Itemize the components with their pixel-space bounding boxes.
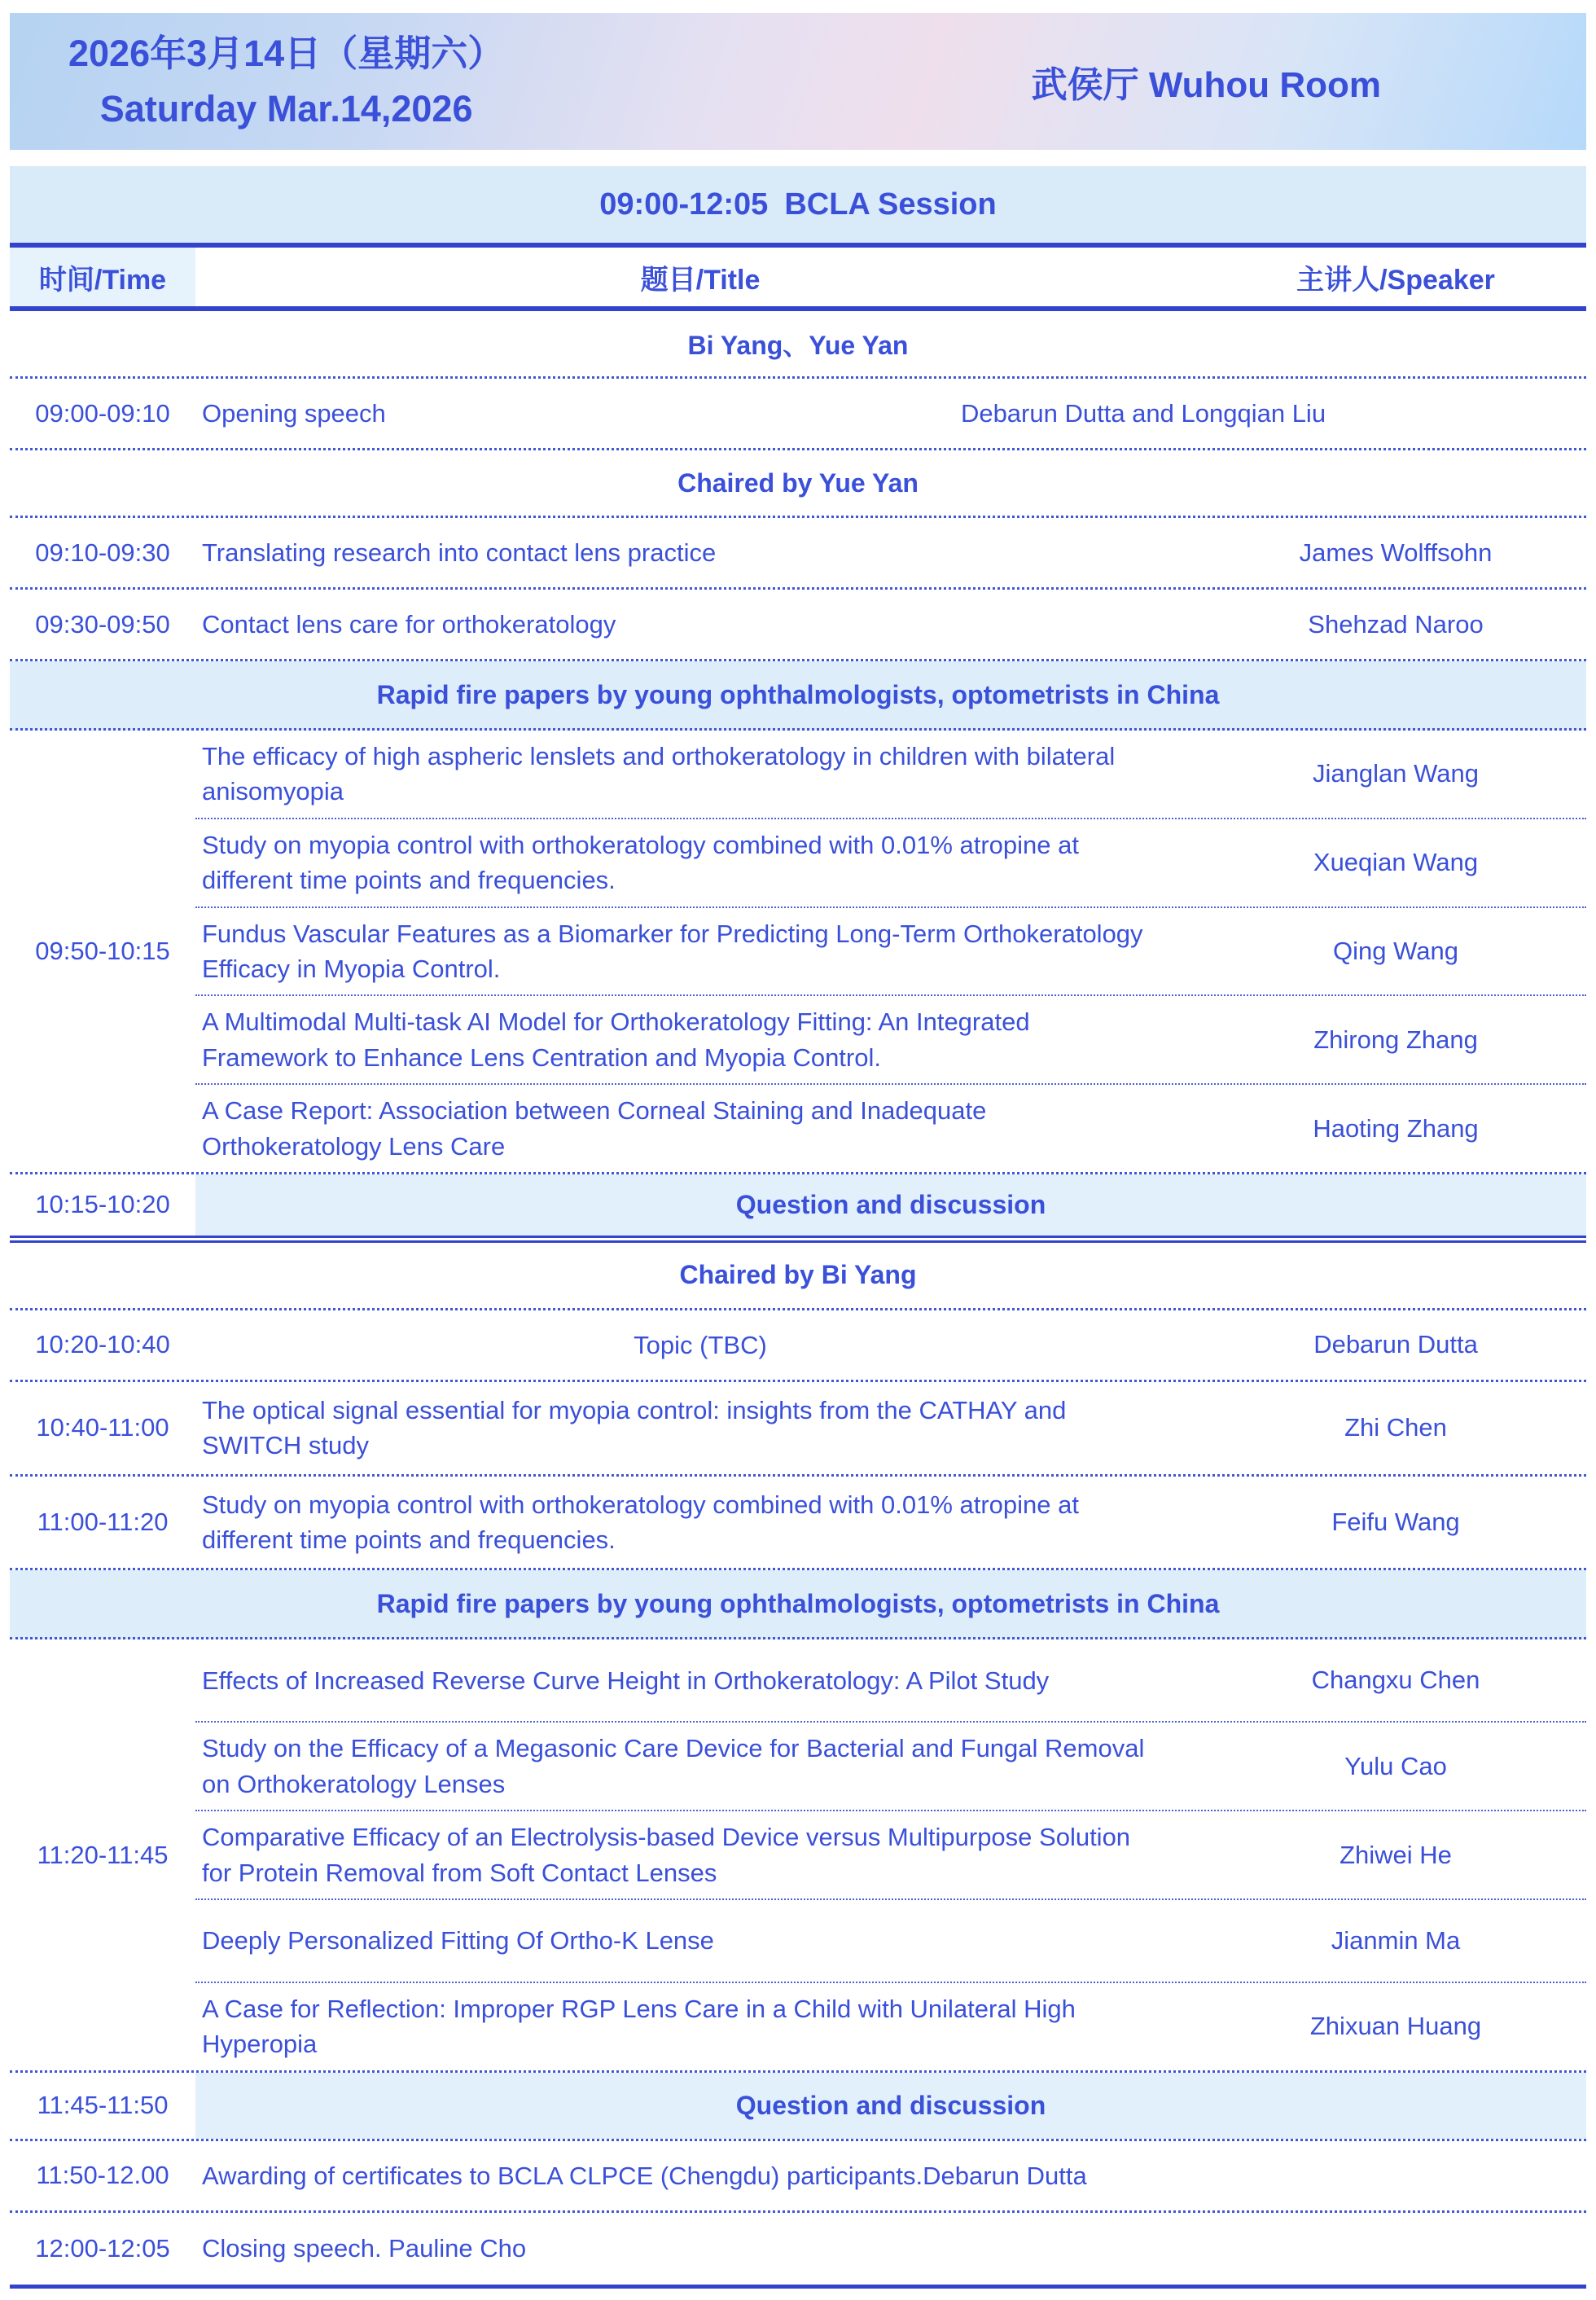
speaker-cell: Debarun Dutta and Longqian Liu xyxy=(960,398,1326,428)
grouped-talks xyxy=(195,1639,1586,2070)
speaker-cell: Haoting Zhang xyxy=(1313,1113,1479,1143)
talk-sub-row xyxy=(195,1721,1586,1810)
title-cell: A Case for Reflection: Improper RGP Lens Care in a Child with Unilateral High Hyperopia xyxy=(202,1995,1076,2059)
speaker-cell: Jianglan Wang xyxy=(1313,759,1479,788)
schedule-row xyxy=(10,518,1586,590)
speaker-cell: Zhiwei He xyxy=(1340,1840,1452,1869)
schedule-row xyxy=(10,590,1586,661)
title-cell: The efficacy of high aspheric lenslets and orthokeratology in children with bilateral anisomyopia xyxy=(202,742,1116,806)
speaker-cell: Qing Wang xyxy=(1333,936,1458,965)
schedule-row xyxy=(10,1310,1586,1382)
title-cell: Comparative Efficacy of an Electrolysis-based Device versus Multipurpose Solution for Protein Removal from Soft Contact Lenses xyxy=(202,1823,1131,1887)
schedule-rows xyxy=(10,311,1586,2289)
date-chinese: 2026年3月14日（星期六） xyxy=(68,32,505,74)
schedule-row xyxy=(10,1382,1586,1477)
time-cell: 09:10-09:30 xyxy=(35,538,170,567)
question-discussion-row xyxy=(10,1174,1586,1243)
column-header-title: 题目/Title xyxy=(640,264,761,296)
time-cell: 09:30-09:50 xyxy=(35,609,170,639)
time-cell: 09:50-10:15 xyxy=(35,936,170,965)
time-cell: 11:50-12.00 xyxy=(36,2161,169,2190)
speaker-cell: Zhi Chen xyxy=(1344,1413,1447,1442)
time-cell: 09:00-09:10 xyxy=(35,398,170,428)
question-discussion-label: Question and discussion xyxy=(195,2073,1586,2139)
column-header-speaker: 主讲人/Speaker xyxy=(1296,264,1495,296)
schedule-row xyxy=(10,2213,1586,2285)
title-cell: Study on the Efficacy of a Megasonic Care Device for Bacterial and Fungal Removal on Orthokeratology Lenses xyxy=(202,1734,1145,1798)
speaker-cell: Xueqian Wang xyxy=(1313,848,1479,877)
speaker-cell: Zhixuan Huang xyxy=(1309,2012,1482,2041)
speaker-cell: Changxu Chen xyxy=(1311,1666,1480,1695)
question-discussion-row xyxy=(10,2073,1586,2141)
talk-sub-row xyxy=(195,994,1586,1083)
chair-row: Bi Yang、Yue Yan xyxy=(10,311,1586,379)
session-time: 09:00-12:05 xyxy=(599,187,769,222)
column-header-time: 时间/Time xyxy=(10,248,195,306)
title-cell: Effects of Increased Reverse Curve Height in Orthokeratology: A Pilot Study xyxy=(202,1666,1050,1695)
column-header-row xyxy=(10,248,1586,311)
date-english: Saturday Mar.14,2026 xyxy=(99,88,473,129)
speaker-cell: Jianmin Ma xyxy=(1331,1926,1461,1955)
title-cell: Contact lens care for orthokeratology xyxy=(202,609,616,639)
speaker-cell: Feifu Wang xyxy=(1331,1508,1460,1537)
speaker-cell: Shehzad Naroo xyxy=(1308,609,1484,639)
grouped-talks-row xyxy=(10,1639,1586,2072)
room-name: 武侯厅 Wuhou Room xyxy=(1031,65,1381,105)
title-cell: A Multimodal Multi-task AI Model for Orthokeratology Fitting: An Integrated Framework to Enhance Lens Centration and Myopia Control. xyxy=(202,1007,1030,1072)
talk-sub-row xyxy=(195,731,1586,818)
session-name: BCLA Session xyxy=(784,187,997,222)
schedule-row xyxy=(10,1477,1586,1571)
title-cell: Translating research into contact lens practice xyxy=(202,538,717,567)
title-cell: Study on myopia control with orthokeratology combined with 0.01% atropine at different time points and frequencies. xyxy=(202,1490,1079,1555)
grouped-talks xyxy=(195,731,1586,1172)
title-cell: Closing speech. Pauline Cho xyxy=(202,2234,527,2263)
question-discussion-label: Question and discussion xyxy=(195,1174,1586,1236)
title-cell: The optical signal essential for myopia control: insights from the CATHAY and SWITCH study xyxy=(202,1395,1067,1460)
talk-sub-row xyxy=(195,906,1586,995)
speaker-cell: Debarun Dutta xyxy=(1313,1330,1478,1359)
talk-sub-row xyxy=(195,818,1586,906)
talk-sub-row xyxy=(195,1898,1586,1982)
section-header-row: Rapid fire papers by young ophthalmologists, optometrists in China xyxy=(10,1570,1586,1639)
title-cell: Fundus Vascular Features as a Biomarker for Predicting Long-Term Orthokeratology Efficacy in Myopia Control. xyxy=(202,919,1143,983)
chair-row: Chaired by Yue Yan xyxy=(10,450,1586,518)
time-cell: 10:15-10:20 xyxy=(35,1190,170,1219)
time-cell: 10:20-10:40 xyxy=(35,1330,170,1359)
chair-row: Chaired by Bi Yang xyxy=(10,1243,1586,1310)
schedule-row xyxy=(10,379,1586,450)
time-cell: 10:40-11:00 xyxy=(36,1413,169,1442)
speaker-cell: Zhirong Zhang xyxy=(1313,1025,1478,1054)
time-cell: 12:00-12:05 xyxy=(35,2233,170,2263)
title-cell: Topic (TBC) xyxy=(634,1330,767,1359)
day-banner xyxy=(10,13,1586,150)
date-block xyxy=(68,26,504,138)
time-cell: 11:20-11:45 xyxy=(37,1840,169,1869)
title-cell: A Case Report: Association between Corneal Staining and Inadequate Orthokeratology Lens Care xyxy=(202,1096,987,1161)
section-header-row: Rapid fire papers by young ophthalmologists, optometrists in China xyxy=(10,661,1586,731)
title-cell: Awarding of certificates to BCLA CLPCE (Chengdu) participants.Debarun Dutta xyxy=(202,2161,1087,2190)
title-cell: Study on myopia control with orthokeratology combined with 0.01% atropine at different time points and frequencies. xyxy=(202,830,1079,895)
title-cell: Opening speech xyxy=(202,398,386,428)
time-cell: 11:00-11:20 xyxy=(37,1508,169,1537)
talk-sub-row xyxy=(195,1083,1586,1172)
talk-sub-row xyxy=(195,1639,1586,1721)
schedule-row xyxy=(10,2141,1586,2213)
speaker-cell: Yulu Cao xyxy=(1344,1751,1447,1780)
talk-sub-row xyxy=(195,1810,1586,1898)
session-header xyxy=(10,166,1586,248)
title-cell: Deeply Personalized Fitting Of Ortho-K Lense xyxy=(202,1926,714,1955)
talk-sub-row xyxy=(195,1982,1586,2070)
time-cell: 11:45-11:50 xyxy=(37,2091,169,2120)
speaker-cell: James Wolffsohn xyxy=(1299,538,1493,567)
grouped-talks-row xyxy=(10,731,1586,1174)
